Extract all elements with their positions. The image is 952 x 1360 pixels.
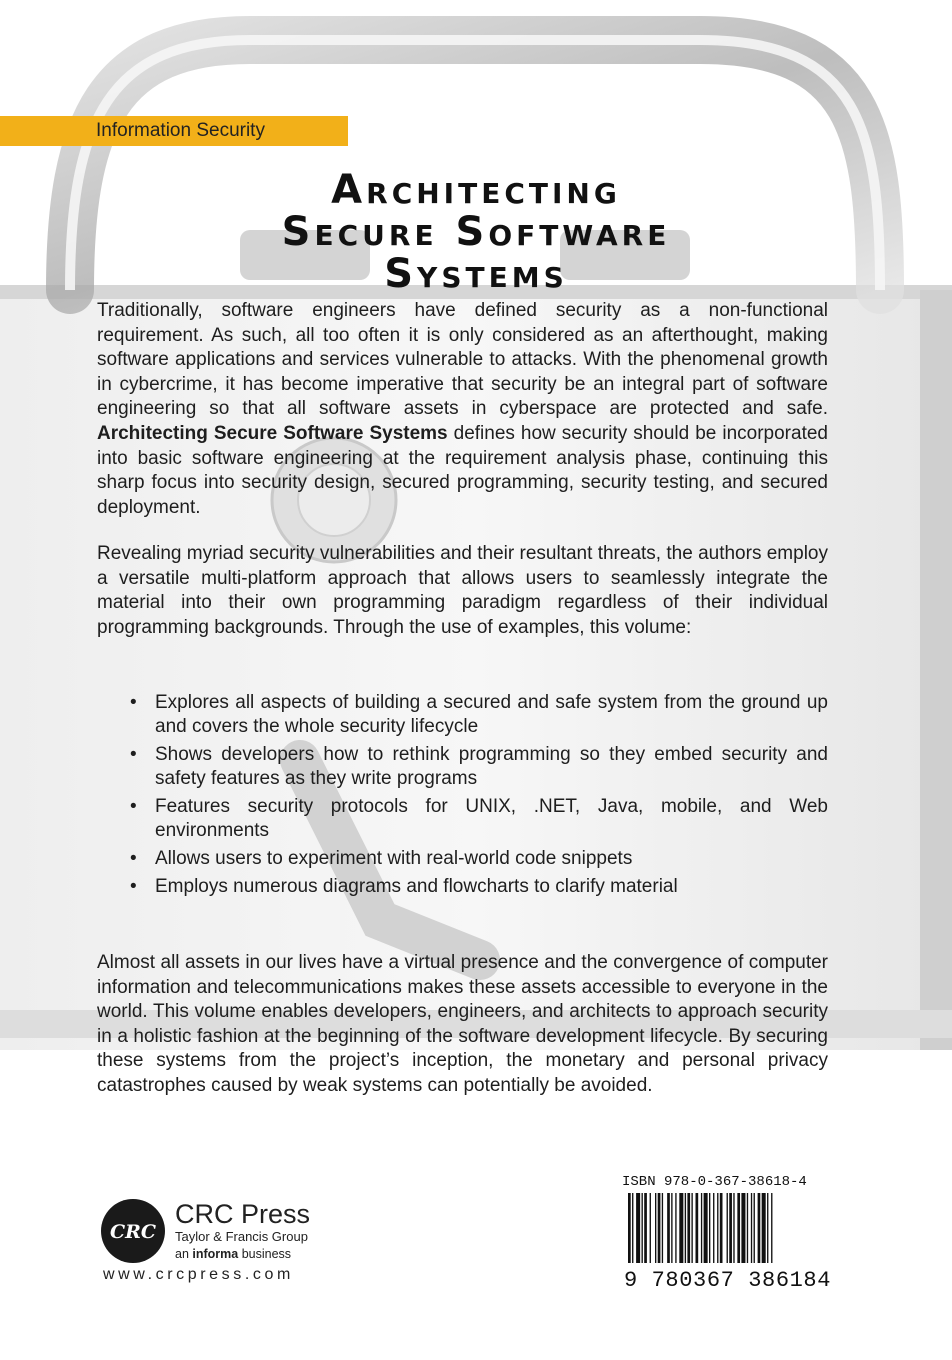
barcode-bar — [658, 1193, 661, 1263]
book-title — [0, 167, 952, 297]
barcode-bar — [667, 1193, 670, 1263]
barcode-bar — [751, 1193, 752, 1263]
list-item — [128, 795, 828, 843]
publisher-group: Taylor & Francis Group — [175, 1229, 308, 1244]
barcode-bar — [704, 1193, 708, 1263]
barcode-bar — [650, 1193, 651, 1263]
paragraph-text: defines how security should be incorporated into basic software engineering at the requirement analysis phase, continuing this sharp focus into security design, secured programming, security testing, and secured deployment. — [97, 422, 828, 518]
publisher-website: www.crcpress.com — [103, 1266, 294, 1283]
list-item — [128, 847, 828, 871]
barcode-bar — [675, 1193, 676, 1263]
barcode-digits: 9 780367 386184 — [624, 1268, 832, 1293]
title-line: Systems — [384, 251, 568, 297]
barcode-bar — [662, 1193, 663, 1263]
barcode-bar — [642, 1193, 643, 1263]
barcode-bar — [632, 1193, 633, 1263]
paragraph-text: Traditionally, software engineers have defined security as a non-functional requirement. As such, all too often it is only considered as an afterthought, making software applications and services vulnerable to attacks. With the phenomenal growth in cybercrime, it has become imperative that security be an integral part of software engineering so that all software assets in cyberspace are protected and safe. — [97, 300, 828, 420]
tagline-brand: informa — [192, 1247, 239, 1261]
barcode-bar — [687, 1193, 690, 1263]
isbn-barcode — [628, 1193, 818, 1269]
barcode-bar — [737, 1193, 740, 1263]
barcode-bar — [709, 1193, 710, 1263]
description-paragraph-1 — [97, 299, 828, 520]
barcode-bar — [685, 1193, 686, 1263]
logo-text: CRC — [109, 1221, 157, 1243]
bullet-icon: • — [130, 876, 137, 897]
list-item — [128, 691, 828, 739]
bullet-icon: • — [130, 744, 137, 765]
list-item-text: Shows developers how to rethink programming so they embed security and safety features as they write programs — [155, 744, 828, 789]
list-item-text: Features security protocols for UNIX, .NET, Java, mobile, and Web environments — [155, 796, 828, 841]
barcode-bar — [671, 1193, 672, 1263]
barcode-bar — [713, 1193, 714, 1263]
feature-list — [128, 691, 828, 903]
isbn-label: ISBN 978-0-367-38618-4 — [622, 1174, 807, 1190]
barcode-bar — [701, 1193, 702, 1263]
list-item — [128, 743, 828, 791]
barcode-bar — [696, 1193, 699, 1263]
barcode-bar — [729, 1193, 732, 1263]
barcode-bar — [747, 1193, 748, 1263]
book-title-inline: Architecting Secure Software Systems — [97, 422, 448, 444]
barcode-bar — [628, 1193, 631, 1263]
barcode-bar — [636, 1193, 640, 1263]
bullet-icon: • — [130, 848, 137, 869]
tagline-suffix: business — [238, 1247, 292, 1261]
barcode-bar — [754, 1193, 755, 1263]
description-paragraph-2: Revealing myriad security vulnerabilities and their resultant threats, the authors employ a versatile multi-platform approach that allows users to seamlessly integrate the material into their own programming paradigm regardless of their individual programming backgrounds. Through the use of examples, this volume: — [97, 543, 828, 638]
barcode-bar — [717, 1193, 718, 1263]
barcode-bar — [727, 1193, 728, 1263]
list-item-text: Explores all aspects of building a secured and safe system from the ground up and covers the whole security lifecycle — [155, 692, 828, 737]
barcode-bar — [720, 1193, 723, 1263]
barcode-bar — [767, 1193, 768, 1263]
crc-logo — [100, 1198, 166, 1264]
title-line: Secure Software — [281, 209, 671, 255]
list-item-text: Employs numerous diagrams and flowcharts to clarify material — [155, 876, 678, 897]
barcode-bar — [771, 1193, 772, 1263]
barcode-bar — [741, 1193, 745, 1263]
description-paragraph-3: Almost all assets in our lives have a virtual presence and the convergence of computer information and telecommunications makes these assets accessible to everyone in the world. This volume enables developers, engineers, and architects to approach security in a holistic fashion at the beginning of the software development lifecycle. By securing these systems from the project’s inception, the monetary and personal privacy catastrophes caused by weak systems can potentially be avoided. — [97, 952, 828, 1096]
tagline-prefix: an — [175, 1247, 193, 1261]
title-line: Architecting — [331, 167, 621, 213]
barcode-bar — [733, 1193, 734, 1263]
list-item — [128, 875, 828, 899]
publisher-name: CRC Press — [175, 1199, 311, 1229]
list-item-text: Allows users to experiment with real-world code snippets — [155, 848, 633, 869]
barcode-bar — [762, 1193, 766, 1263]
barcode-bar — [758, 1193, 761, 1263]
publisher-tagline — [175, 1247, 291, 1261]
category-label: Information Security — [96, 120, 265, 141]
barcode-bar — [644, 1193, 647, 1263]
bullet-icon: • — [130, 692, 137, 713]
bullet-icon: • — [130, 796, 137, 817]
barcode-bar — [655, 1193, 656, 1263]
barcode-bar — [679, 1193, 683, 1263]
barcode-bar — [691, 1193, 692, 1263]
